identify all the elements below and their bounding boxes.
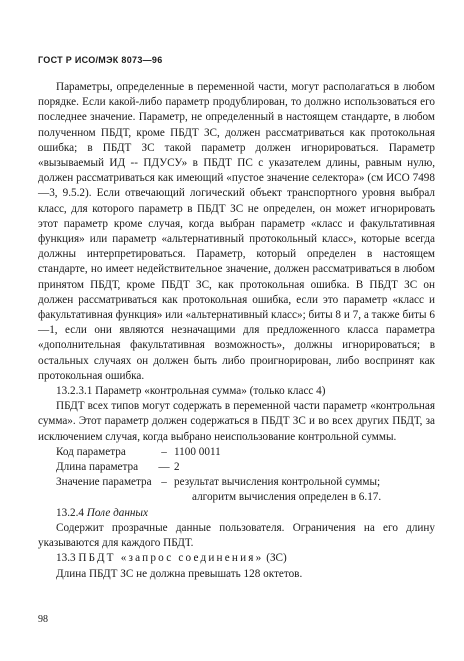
- parameter-code-value: 1100 0011: [174, 445, 221, 458]
- section-title-connection-request: ПБДТ «запрос соединения»: [78, 552, 264, 565]
- parameter-value-continuation: алгоритм вычисления определен в 6.17.: [192, 491, 382, 504]
- running-header: ГОСТ Р ИСО/МЭК 8073—96: [38, 55, 163, 65]
- section-suffix-cr: (ЗС): [266, 552, 287, 565]
- section-number-13-2-4: 13.2.4: [56, 506, 84, 519]
- parameter-code-label: Код параметра: [56, 445, 126, 458]
- page-number: 98: [38, 614, 48, 625]
- section-heading-13-2-4: [38, 506, 435, 521]
- parameter-value-label: Значение параметра: [56, 476, 152, 489]
- paragraph-data-field: Содержит прозрачные данные пользователя. Ограничения на его длину указываются для каждого ПБДТ.: [38, 521, 435, 550]
- parameter-row-value: [38, 475, 435, 490]
- parameter-value-text: результат вычисления контрольной суммы;: [174, 476, 381, 489]
- section-number-13-3: 13.3: [56, 552, 76, 565]
- parameter-row-code: [38, 445, 435, 460]
- parameter-length-value: 2: [174, 461, 180, 474]
- document-body: [38, 80, 435, 582]
- section-heading-13-3: [38, 551, 435, 566]
- section-title-data-field: Поле данных: [86, 506, 148, 519]
- parameter-length-dash: —: [158, 461, 170, 474]
- parameter-table: [38, 445, 435, 506]
- paragraph-cr-length: Длина ПБДТ ЗС не должна превышать 128 октетов.: [56, 567, 303, 580]
- parameter-value-dash: –: [161, 476, 167, 489]
- parameter-code-dash: –: [161, 445, 167, 458]
- paragraph-parameters-order: Параметры, определенные в переменной части, могут располагаться в любом порядке. Если какой-либо параметр продублирован, то должно использоваться его последнее значение. Параметр, не определенный в настоящем стандарте, в любом полученном ПБДТ, кроме ПБДТ ЗС, должен рассматриваться как протокольная ошибка; в ПБДТ ЗС такой параметр должен игнорироваться. Параметр «вызываемый ИД -- ПДУСУ» в ПБДТ ПС с указателем длины, равным нулю, должен рассматриваться как имеющий «пустое значение селектора» (см ИСО 7498—3, 9.5.2). Если отвечающий логический объект транспортного уровня выбрал класс, для которого параметр в ПБДТ ЗС не определен, он может игнорировать этот параметр кроме случая, когда выбран параметр «класс и факультативная функция» или параметр «альтернативный протокольный класс», которые всегда должны интерпретироваться. Параметр, который определен в настоящем стандарте, но имеет недействительное значение, должен рассматриваться в любом принятом ПБДТ, кроме ПБДТ ЗС, как протокольная ошибка. В ПБДТ ЗС он должен рассматриваться как протокольная ошибка, если это параметр «класс и факультативная функция» или «альтернативный класс»; биты 8 и 7, а также биты 6—1, если они являются незначащими для предложенного класса параметра «дополнительная факультативная возможность», должны игнорироваться; в остальных случаях он должен быть либо проигнорирован, либо воспринят как протокольная ошибка.: [38, 81, 435, 382]
- section-heading-13-2-3-1: 13.2.3.1 Параметр «контрольная сумма» (только класс 4): [56, 385, 326, 398]
- parameter-row-length: [38, 460, 435, 475]
- parameter-length-label: Длина параметра: [56, 461, 139, 474]
- paragraph-checksum: ПБДТ всех типов могут содержать в переменной части параметр «контрольная сумма». Этот параметр должен содержаться в ПБДТ ЗС и во всех других ПБДТ, за исключением случая, когда выбрано неиспользование контрольной суммы.: [38, 400, 435, 443]
